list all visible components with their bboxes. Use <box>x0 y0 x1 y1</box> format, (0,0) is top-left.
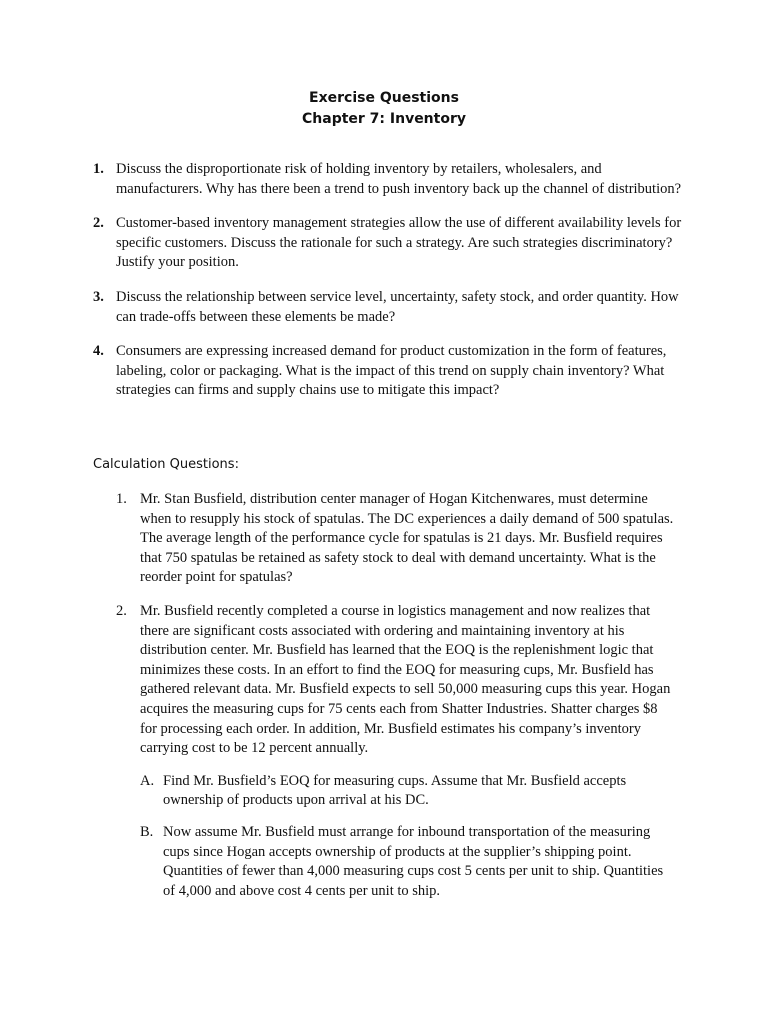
chapter-title: Chapter 7: Inventory <box>302 111 466 127</box>
calculation-question <box>116 490 676 588</box>
sub-question <box>140 772 676 811</box>
calculation-question <box>116 602 676 901</box>
question-number: 2. <box>93 215 104 232</box>
exercise-question <box>93 160 683 199</box>
sub-question-letter: B. <box>140 823 154 840</box>
question-text: Customer-based inventory management strategies allow the use of different availability levels for specific customers. Discuss the rationale for such a strategy. Are such strategies discriminatory? Justify your position. <box>116 215 682 271</box>
question-number: 1. <box>93 161 104 177</box>
document-title: Exercise Questions <box>309 90 459 106</box>
question-number: 1. <box>116 491 127 507</box>
sub-question-text: Find Mr. Busfield’s EOQ for measuring cups. Assume that Mr. Busfield accepts ownership of products upon arrival at his DC. <box>163 772 627 809</box>
exercise-question <box>93 342 683 401</box>
sub-question <box>140 823 676 901</box>
sub-question-letter: A. <box>140 772 155 789</box>
question-number: 2. <box>116 602 127 619</box>
calculation-questions-list <box>116 490 676 915</box>
question-text: Mr. Stan Busfield, distribution center manager of Hogan Kitchenwares, must determine when to resupply his stock of spatulas. The DC experiences a daily demand of 500 spatulas. The average length of the performance cycle for spatulas is 21 days. Mr. Busfield requires that 750 spatulas be retained as safety stock to deal with demand uncertainty. What is the reorder point for spatulas? <box>140 491 674 586</box>
question-number: 4. <box>93 343 104 360</box>
question-number: 3. <box>93 288 104 305</box>
question-text: Discuss the relationship between service level, uncertainty, safety stock, and order quantity. How can trade-offs between these elements be made? <box>116 288 679 325</box>
document-header <box>0 88 768 130</box>
exercise-question <box>93 288 683 327</box>
exercise-question <box>93 214 683 273</box>
sub-question-text: Now assume Mr. Busfield must arrange for inbound transportation of the measuring cups since Hogan accepts ownership of products at the supplier’s shipping point. Quantities of fewer than 4,000 measuring cups cost 5 cents per unit to ship. Quantities of 4,000 and above cost 4 cents per unit to ship. <box>163 823 664 899</box>
exercise-questions-list <box>93 160 683 416</box>
question-text: Discuss the disproportionate risk of holding inventory by retailers, wholesalers, and manufacturers. Why has there been a trend to push inventory back up the channel of distribution? <box>116 161 682 197</box>
question-text: Mr. Busfield recently completed a course in logistics management and now realizes that there are significant costs associated with ordering and maintaining inventory at his distribution center. Mr. Busfield has learned that the EOQ is the replenishment logic that minimizes these costs. In an effort to find the EOQ for measuring cups, Mr. Busfield has gathered relevant data. Mr. Busfield expects to sell 50,000 measuring cups this year. Hogan acquires the measuring cups for 75 cents each from Shatter Industries. Shatter charges $8 for processing each order. In addition, Mr. Busfield estimates his company’s inventory carrying cost to be 12 percent annually. <box>140 602 671 757</box>
question-text: Consumers are expressing increased demand for product customization in the form of features, labeling, color or packaging. What is the impact of this trend on supply chain inventory? What strategies can firms and supply chains use to mitigate this impact? <box>116 343 667 399</box>
calculation-heading: Calculation Questions: <box>93 457 239 472</box>
sub-question-list <box>140 772 676 902</box>
